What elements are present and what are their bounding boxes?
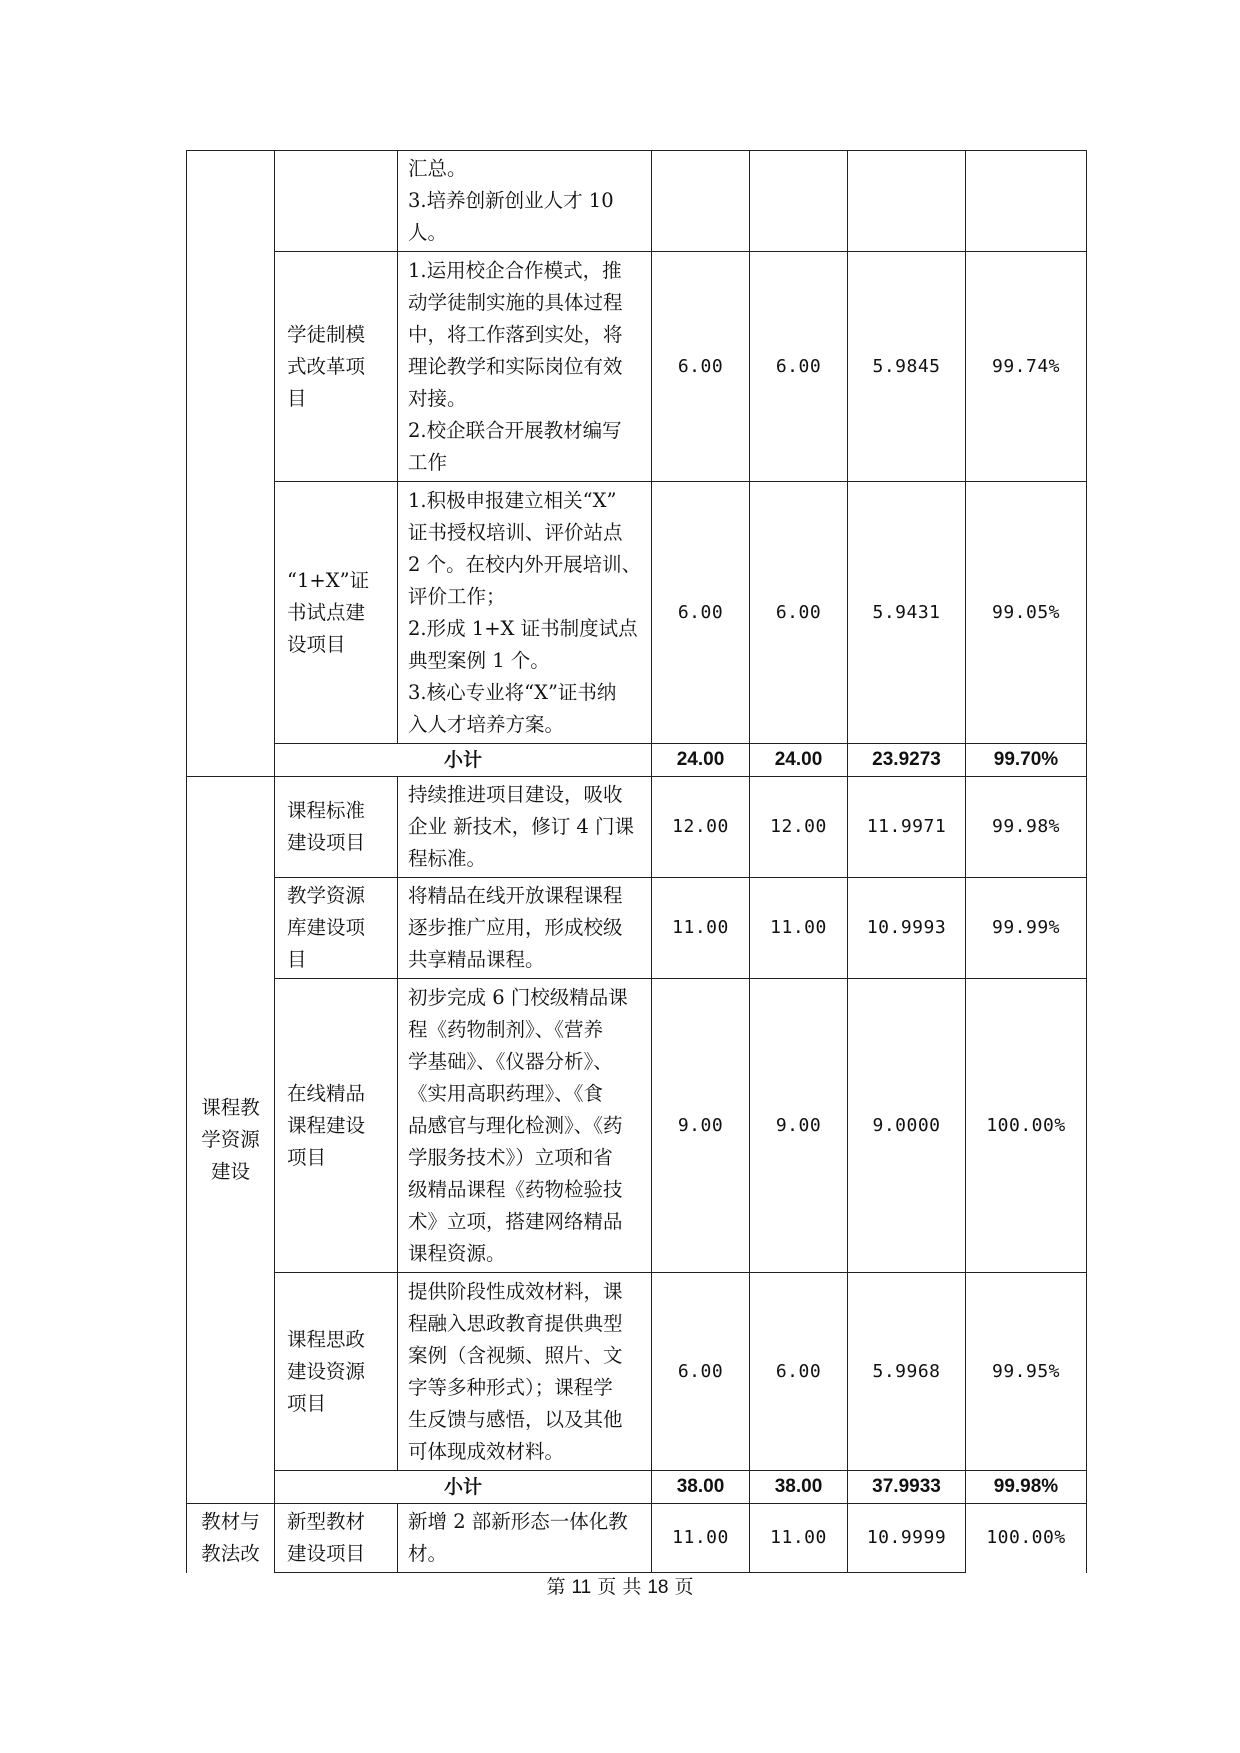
project-name-cell: 教学资源 库建设项 目 (275, 878, 398, 979)
table-row (187, 1504, 1087, 1573)
budget-cell: 11.00 (652, 878, 750, 979)
page-footer (0, 1572, 1240, 1599)
spent-cell: 5.9845 (848, 252, 966, 482)
allocated-cell: 11.00 (750, 878, 848, 979)
allocated-cell: 6.00 (750, 252, 848, 482)
project-name-cell: 课程思政 建设资源 项目 (275, 1273, 398, 1471)
table-row (187, 1273, 1087, 1471)
project-name-cell: 新型教材 建设项目 (275, 1504, 398, 1573)
subtotal-allocated: 38.00 (750, 1471, 848, 1504)
subtotal-spent: 37.9933 (848, 1471, 966, 1504)
content-cell: 提供阶段性成效材料，课 程融入思政教育提供典型 案例（含视频、照片、文 字等多种形式）；课程学 生反馈与感悟，以及其他 可体现成效材料。 (398, 1273, 652, 1471)
category-cell-previous (187, 151, 275, 777)
table-row (187, 482, 1087, 744)
spent-cell: 10.9993 (848, 878, 966, 979)
footer-word-total: 共 (622, 1576, 642, 1598)
table-row (187, 878, 1087, 979)
budget-table (186, 150, 1087, 1573)
allocated-cell (750, 151, 848, 252)
subtotal-budget: 38.00 (652, 1471, 750, 1504)
table-row-continued (187, 151, 1087, 252)
allocated-cell: 9.00 (750, 979, 848, 1273)
content-cell: 1.运用校企合作模式，推 动学徒制实施的具体过程 中，将工作落到实处，将 理论教学和实际岗位有效 对接。 2.校企联合开展教材编写 工作 (398, 252, 652, 482)
table-row (187, 777, 1087, 878)
subtotal-budget: 24.00 (652, 744, 750, 777)
content-cell: 持续推进项目建设，吸收 企业 新技术，修订 4 门课 程标准。 (398, 777, 652, 878)
rate-cell (966, 151, 1087, 252)
subtotal-spent: 23.9273 (848, 744, 966, 777)
content-cell: 初步完成 6 门校级精品课 程《药物制剂》、《营养 学基础》、《仪器分析》、 《实用高职药理》、《食 品感官与理化检测》、《药 学服务技术》）立项和省 级精品课程《药物检验技 术》立项，搭建网络精品 课程资源。 (398, 979, 652, 1273)
content-cell: 汇总。 3.培养创新创业人才 10 人。 (398, 151, 652, 252)
spent-cell: 11.9971 (848, 777, 966, 878)
table-row (187, 979, 1087, 1273)
subtotal-row (187, 744, 1087, 777)
footer-word-page: 页 (597, 1576, 617, 1598)
content-cell: 将精品在线开放课程课程 逐步推广应用，形成校级 共享精品课程。 (398, 878, 652, 979)
rate-cell: 99.99% (966, 878, 1087, 979)
project-name-cell: 学徒制模 式改革项 目 (275, 252, 398, 482)
spent-cell: 5.9968 (848, 1273, 966, 1471)
spent-cell: 5.9431 (848, 482, 966, 744)
budget-table-page (186, 150, 1086, 1573)
project-name-cell: 在线精品 课程建设 项目 (275, 979, 398, 1273)
subtotal-rate: 99.70% (966, 744, 1087, 777)
subtotal-label: 小计 (275, 1471, 652, 1504)
subtotal-row (187, 1471, 1087, 1504)
subtotal-label: 小计 (275, 744, 652, 777)
project-name-cell: 课程标准 建设项目 (275, 777, 398, 878)
project-name-cell: “1+X”证 书试点建 设项目 (275, 482, 398, 744)
budget-cell: 9.00 (652, 979, 750, 1273)
project-name-cell (275, 151, 398, 252)
allocated-cell: 11.00 (750, 1504, 848, 1573)
budget-cell: 12.00 (652, 777, 750, 878)
rate-cell: 100.00% (966, 979, 1087, 1273)
allocated-cell: 6.00 (750, 482, 848, 744)
footer-prefix: 第 (546, 1576, 566, 1598)
page-number: 11 (571, 1577, 592, 1598)
allocated-cell: 6.00 (750, 1273, 848, 1471)
spent-cell: 9.0000 (848, 979, 966, 1273)
budget-cell: 6.00 (652, 482, 750, 744)
budget-cell (652, 151, 750, 252)
content-cell: 1.积极申报建立相关“X” 证书授权培训、评价站点 2 个。在校内外开展培训、 评价工作； 2.形成 1+X 证书制度试点 典型案例 1 个。 3.核心专业将“X”证书纳 入人才培养方案。 (398, 482, 652, 744)
rate-cell: 99.74% (966, 252, 1087, 482)
table-row (187, 252, 1087, 482)
allocated-cell: 12.00 (750, 777, 848, 878)
rate-cell: 99.98% (966, 777, 1087, 878)
category-cell: 课程教 学资源 建设 (187, 777, 275, 1504)
rate-cell: 99.95% (966, 1273, 1087, 1471)
rate-cell: 100.00% (966, 1504, 1087, 1573)
spent-cell (848, 151, 966, 252)
subtotal-allocated: 24.00 (750, 744, 848, 777)
footer-suffix: 页 (674, 1576, 694, 1598)
budget-cell: 11.00 (652, 1504, 750, 1573)
page-total: 18 (647, 1577, 669, 1598)
spent-cell: 10.9999 (848, 1504, 966, 1573)
budget-cell: 6.00 (652, 252, 750, 482)
budget-cell: 6.00 (652, 1273, 750, 1471)
rate-cell: 99.05% (966, 482, 1087, 744)
content-cell: 新增 2 部新形态一体化教 材。 (398, 1504, 652, 1573)
category-cell: 教材与 教法改 (187, 1504, 275, 1573)
subtotal-rate: 99.98% (966, 1471, 1087, 1504)
